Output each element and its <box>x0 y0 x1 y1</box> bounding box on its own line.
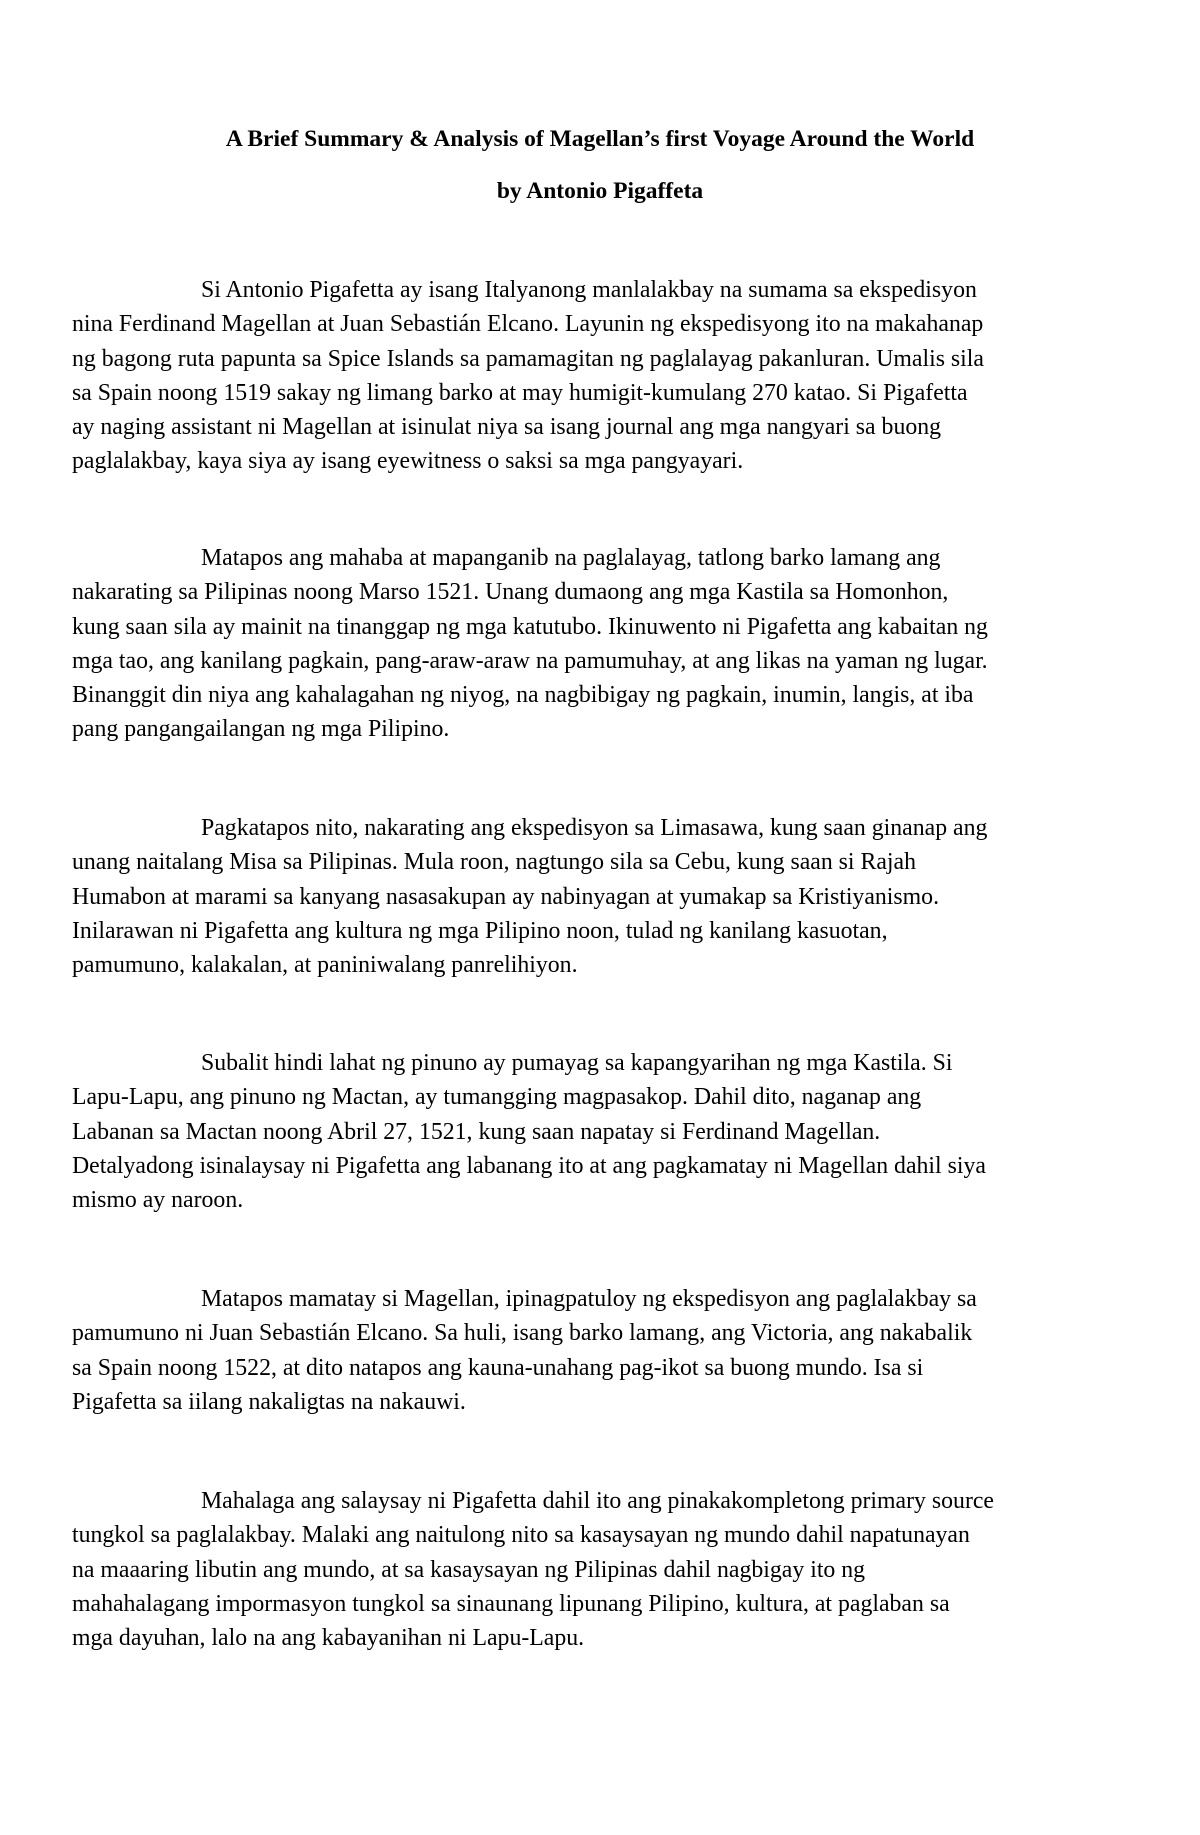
paragraph-line: Pigafetta sa iilang nakaligtas na nakauwi. <box>72 1388 466 1415</box>
paragraph-1 <box>72 273 1132 479</box>
paragraph-2 <box>72 541 1132 747</box>
paragraph-line: tungkol sa paglalakbay. Malaki ang naitulong nito sa kasaysayan ng mundo dahil napatunayan <box>72 1522 970 1549</box>
paragraph-4 <box>72 1046 1132 1217</box>
paragraph-line: Lapu-Lapu, ang pinuno ng Mactan, ay tumangging magpasakop. Dahil dito, naganap ang <box>72 1084 922 1111</box>
paragraph-line: Humabon at marami sa kanyang nasasakupan ay nabinyagan at yumakap sa Kristiyanismo. <box>72 883 940 910</box>
paragraph-line: unang naitalang Misa sa Pilipinas. Mula roon, nagtungo sila sa Cebu, kung saan si Rajah <box>72 849 916 876</box>
paragraph-line: Matapos ang mahaba at mapanganib na paglalayag, tatlong barko lamang ang <box>201 545 941 571</box>
paragraph-line: sa Spain noong 1522, at dito natapos ang kauna-unahang pag-ikot sa buong mundo. Isa si <box>72 1354 924 1381</box>
paragraph-line: Inilarawan ni Pigafetta ang kultura ng mga Pilipino noon, tulad ng kanilang kasuotan, <box>72 917 888 944</box>
paragraph-line: mahahalagang impormasyon tungkol sa sinaunang lipunang Pilipino, kultura, at paglaban sa <box>72 1590 950 1617</box>
paragraph-line: mga tao, ang kanilang pagkain, pang-araw-araw na pamumuhay, at ang likas na yaman ng lugar. <box>72 647 988 674</box>
paragraph-3 <box>72 811 1132 982</box>
paragraph-line: paglalakbay, kaya siya ay isang eyewitness o saksi sa mga pangyayari. <box>72 448 744 475</box>
paragraph-line: Matapos mamatay si Magellan, ipinagpatuloy ng ekspedisyon ang paglalakbay sa <box>201 1286 977 1312</box>
paragraph-line: nakarating sa Pilipinas noong Marso 1521. Unang dumaong ang mga Kastila sa Homonhon, <box>72 579 949 606</box>
document-title: A Brief Summary & Analysis of Magellan’s first Voyage Around the World <box>225 126 975 152</box>
paragraph-line: Subalit hindi lahat ng pinuno ay pumayag sa kapangyarihan ng mga Kastila. Si <box>201 1050 953 1076</box>
paragraph-line: sa Spain noong 1519 sakay ng limang barko at may humigit-kumulang 270 katao. Si Pigafetta <box>72 379 968 406</box>
paragraph-line: ay naging assistant ni Magellan at isinulat niya sa isang journal ang mga nangyari sa buong <box>72 414 942 441</box>
document-byline: by Antonio Pigaffeta <box>496 178 704 204</box>
paragraph-line: Mahalaga ang salaysay ni Pigafetta dahil ito ang pinakakompletong primary source <box>201 1488 994 1514</box>
paragraph-line: na maaaring libutin ang mundo, at sa kasaysayan ng Pilipinas dahil nagbigay ito ng <box>72 1556 866 1583</box>
paragraph-line: mismo ay naroon. <box>72 1187 244 1214</box>
paragraph-line: pamumuno ni Juan Sebastián Elcano. Sa huli, isang barko lamang, ang Victoria, ang nakabalik <box>72 1320 973 1347</box>
paragraph-line: Binanggit din niya ang kahalagahan ng niyog, na nagbibigay ng pagkain, inumin, langis, at iba <box>72 682 974 709</box>
paragraph-line: nina Ferdinand Magellan at Juan Sebastián Elcano. Layunin ng ekspedisyong ito na makahanap <box>72 311 984 338</box>
paragraph-line: ng bagong ruta papunta sa Spice Islands sa pamamagitan ng paglalayag pakanluran. Umalis sila <box>72 345 984 372</box>
paragraph-line: Labanan sa Mactan noong Abril 27, 1521, kung saan napatay si Ferdinand Magellan. <box>72 1118 881 1145</box>
paragraph-line: mga dayuhan, lalo na ang kabayanihan ni Lapu-Lapu. <box>72 1625 585 1652</box>
paragraph-line: Si Antonio Pigafetta ay isang Italyanong manlalakbay na sumama sa ekspedisyon <box>201 277 977 303</box>
paragraph-5 <box>72 1282 1132 1419</box>
paragraph-line: Detalyadong isinalaysay ni Pigafetta ang labanang ito at ang pagkamatay ni Magellan dahil siya <box>72 1152 986 1179</box>
paragraph-line: Pagkatapos nito, nakarating ang ekspedisyon sa Limasawa, kung saan ginanap ang <box>201 815 988 841</box>
paragraph-line: kung saan sila ay mainit na tinanggap ng mga katutubo. Ikinuwento ni Pigafetta ang kabaitan ng <box>72 613 988 640</box>
paragraph-line: pang pangangailangan ng mga Pilipino. <box>72 716 450 743</box>
paragraph-6 <box>72 1484 1132 1655</box>
paragraph-line: pamumuno, kalakalan, at paniniwalang panrelihiyon. <box>72 952 578 979</box>
